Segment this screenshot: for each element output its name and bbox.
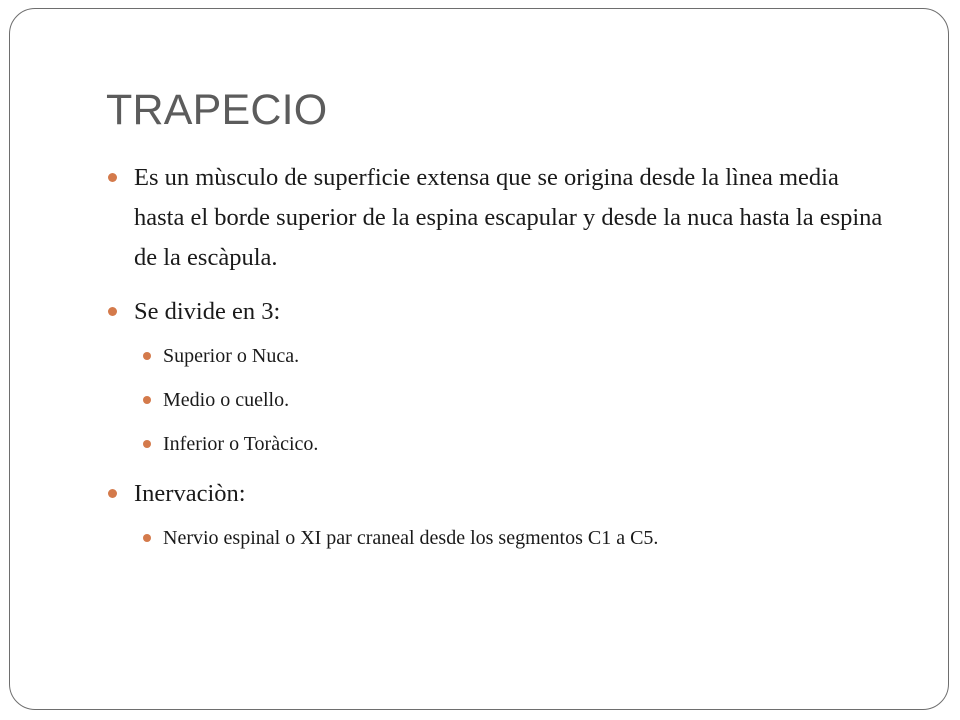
sub-bullet-item xyxy=(163,431,903,457)
bullet-icon xyxy=(108,489,117,498)
bullet-icon xyxy=(143,396,151,404)
bullet-icon xyxy=(143,534,151,542)
sub-bullet-text: Medio o cuello. xyxy=(163,389,290,411)
sub-bullet-text: Superior o Nuca. xyxy=(163,345,300,367)
sub-bullet-item xyxy=(163,387,903,413)
bullet-icon xyxy=(108,307,117,316)
bullet-item-origin xyxy=(134,158,894,278)
sub-bullet-item xyxy=(163,525,903,551)
bullet-text: Es un mùsculo de superficie extensa que se origina desde la lìnea media hasta el borde superior de la espina escapular y desde la nuca hasta la espina de la escàpula. xyxy=(134,164,883,271)
bullet-icon xyxy=(143,440,151,448)
sub-bullet-text: Inferior o Toràcico. xyxy=(163,433,319,455)
bullet-text: Se divide en 3: xyxy=(134,298,281,325)
sub-bullet-text: Nervio espinal o XI par craneal desde los segmentos C1 a C5. xyxy=(163,527,659,549)
sub-bullet-item xyxy=(163,343,903,369)
bullet-icon xyxy=(108,173,117,182)
bullet-item-divisions xyxy=(134,292,894,332)
bullet-icon xyxy=(143,352,151,360)
slide-title: TRAPECIO xyxy=(106,86,328,134)
bullet-text: Inervaciòn: xyxy=(134,480,246,507)
bullet-item-innervation xyxy=(134,474,894,514)
